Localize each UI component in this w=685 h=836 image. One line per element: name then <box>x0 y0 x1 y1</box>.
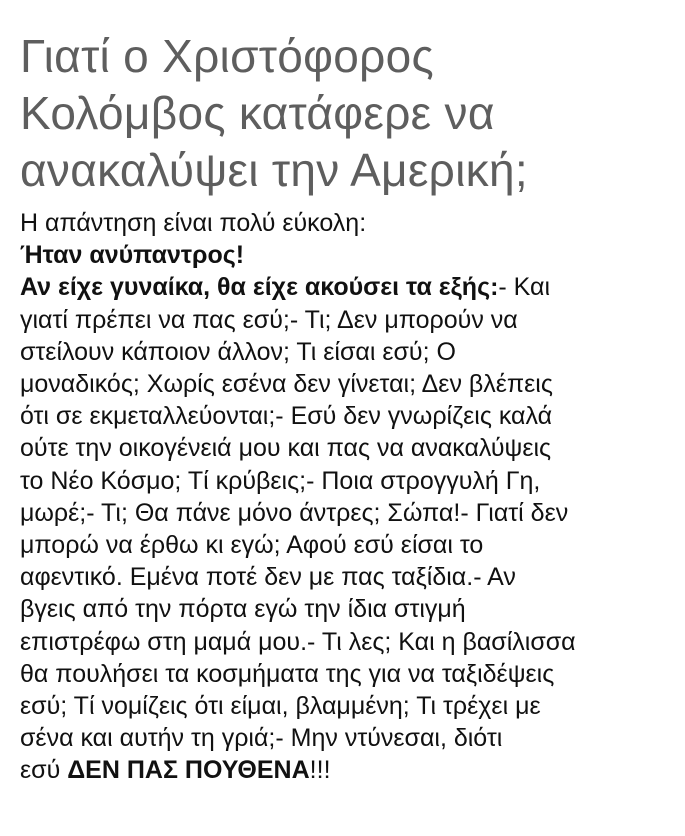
body-line: μπορώ να έρθω κι εγώ; Αφού εσύ είσαι το <box>20 531 484 560</box>
body-line: μοναδικός; Χωρίς εσένα δεν γίνεται; Δεν βλέπεις <box>20 370 553 399</box>
body-line: μωρέ;- Τι; Θα πάνε μόνο άντρες; Σώπα!- Γιατί δεν <box>20 498 569 527</box>
body-line: στείλουν κάποιον άλλον; Τι είσαι εσύ; Ο <box>20 337 456 366</box>
body-line: βγεις από την πόρτα εγώ την ίδια στιγμή <box>20 595 466 624</box>
body-line: γιατί πρέπει να πας εσύ;- Τι; Δεν μπορούν να <box>20 305 518 334</box>
lead-rest-text: - Και <box>498 273 551 302</box>
lead-bold-text: Αν είχε γυναίκα, θα είχε ακούσει τα εξής: <box>20 273 499 302</box>
body-line: σένα και αυτήν τη γριά;- Μην ντύνεσαι, διότι <box>20 724 503 753</box>
post-content <box>20 28 675 787</box>
body-line: ότι σε εκμεταλλεύονται;- Εσύ δεν γνωρίζεις καλά <box>20 402 553 431</box>
final-prefix-text: εσύ <box>20 756 68 785</box>
body-line: επιστρέφω στη μαμά μου.- Τι λες; Και η βασίλισσα <box>20 627 576 656</box>
title-line-2: Κολόμβος κατάφερε να <box>20 87 495 139</box>
lead-line <box>20 271 675 303</box>
body-line: αφεντικό. Εμένα ποτέ δεν με πας ταξίδια.- Αν <box>20 563 516 592</box>
intro-line: Η απάντηση είναι πολύ εύκολη: <box>20 209 367 237</box>
body-line: το Νέο Κόσμο; Τί κρύβεις;- Ποια στρογγυλή Γη, <box>20 466 541 495</box>
title-line-1: Γιατί ο Χριστόφορος <box>20 30 434 82</box>
final-suffix-text: !!! <box>309 756 331 785</box>
punchline-line: Ήταν ανύπαντρος! <box>20 241 245 270</box>
final-line <box>20 754 675 786</box>
body-line: εσύ; Τί νομίζεις ότι είμαι, βλαμμένη; Τι τρέχει με <box>20 692 541 721</box>
joke-body <box>20 207 675 787</box>
final-bold-text: ΔΕΝ ΠΑΣ ΠΟΥΘΕΝΑ <box>67 756 310 785</box>
body-line: ούτε την οικογένειά μου και πας να ανακαλύψεις <box>20 434 552 463</box>
title-line-3: ανακαλύψει την Αμερική; <box>20 144 528 196</box>
body-line: θα πουλήσει τα κοσμήματα της για να ταξιδέψεις <box>20 659 555 688</box>
joke-title <box>20 28 675 199</box>
